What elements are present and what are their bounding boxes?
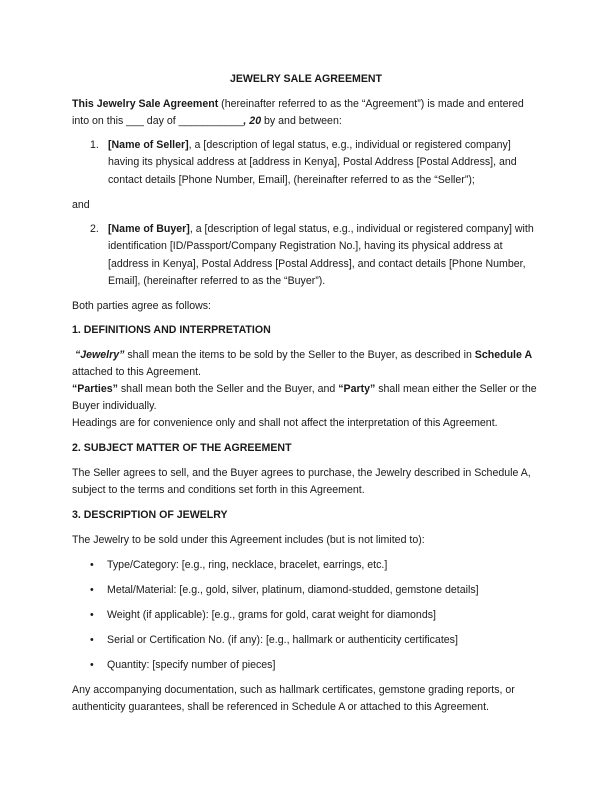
list-item-text: Weight (if applicable): [e.g., grams for gold, carat weight for diamonds] xyxy=(107,609,436,621)
list-item xyxy=(90,582,530,599)
list-number: 1. xyxy=(90,139,99,151)
section-2-text: The Seller agrees to sell, and the Buyer agrees to purchase, the Jewelry described in Schedule A, subject to the terms and conditions set forth in this Agreement. xyxy=(72,467,531,497)
intro-paragraph xyxy=(72,96,542,131)
term-parties: “Parties” xyxy=(72,383,118,395)
year-prefix: , 20 xyxy=(243,115,262,128)
list-number: 2. xyxy=(90,223,99,235)
list-item xyxy=(90,632,530,649)
seller-name: [Name of Seller] xyxy=(108,139,189,151)
definition-text: shall mean the items to be sold by the Seller to the Buyer, as described in xyxy=(124,349,475,361)
seller-details: , a [description of legal status, e.g., individual or registered company] having its physical address at [address in Kenya], Postal Address [Postal Address], and contact details [Phone Number, Email], (hereinafter referred to as the “Seller”); xyxy=(108,139,517,186)
bullet-icon: • xyxy=(90,659,94,671)
buyer-details: , a [description of legal status, e.g., individual or registered company] with identification [ID/Passport/Company Registration No.], having its physical address at [address in Kenya], Postal Address [Postal Address], and contact details [Phone Number, Email], (hereinafter referred to as the “Buyer”). xyxy=(108,223,534,287)
document-title: JEWELRY SALE AGREEMENT xyxy=(229,73,383,85)
bullet-icon: • xyxy=(90,609,94,621)
list-item xyxy=(90,607,530,624)
definition-text-end: shall mean either the Seller or the Buyer individually. xyxy=(72,383,537,413)
definition-text: shall mean both the Seller and the Buyer, and xyxy=(117,383,339,395)
schedule-a-ref: Schedule A xyxy=(474,349,533,361)
party-seller xyxy=(90,137,535,189)
list-item xyxy=(90,557,530,574)
list-item-text: Metal/Material: [e.g., gold, silver, platinum, diamond-studded, gemstone details] xyxy=(107,584,479,596)
party-buyer xyxy=(90,221,535,290)
definition-text-end: attached to this Agreement. xyxy=(72,366,201,379)
bullet-icon: • xyxy=(90,634,94,646)
intro-text-end: by and between: xyxy=(261,115,342,128)
term-party: “Party” xyxy=(338,383,376,395)
headings-clause: Headings are for convenience only and shall not affect the interpretation of this Agreement. xyxy=(72,417,498,429)
section-3-intro: The Jewelry to be sold under this Agreement includes (but is not limited to): xyxy=(72,534,425,546)
list-item-text: Type/Category: [e.g., ring, necklace, bracelet, earrings, etc.] xyxy=(107,559,388,571)
definition-parties xyxy=(72,381,542,416)
agreement-name: This Jewelry Sale Agreement xyxy=(72,98,219,110)
list-item-text: Serial or Certification No. (if any): [e.g., hallmark or authenticity certificates] xyxy=(107,634,458,646)
and-text: and xyxy=(72,199,90,211)
intro-text: (hereinafter referred to as the “Agreement”) is made and entered into on this ___ day of ___________ xyxy=(72,98,524,128)
bullet-icon: • xyxy=(90,584,94,596)
term-jewelry: “Jewelry” xyxy=(74,349,125,361)
section-3-heading: 3. DESCRIPTION OF JEWELRY xyxy=(72,509,228,521)
section-2-heading: 2. SUBJECT MATTER OF THE AGREEMENT xyxy=(72,442,292,454)
definition-jewelry xyxy=(72,347,542,382)
both-parties-text: Both parties agree as follows: xyxy=(72,300,211,312)
list-item xyxy=(90,657,530,674)
buyer-name: [Name of Buyer] xyxy=(108,223,190,235)
section-1-heading: 1. DEFINITIONS AND INTERPRETATION xyxy=(72,324,271,336)
bullet-icon: • xyxy=(90,559,94,571)
section-3-closing: Any accompanying documentation, such as hallmark certificates, gemstone grading reports, or authenticity guarantees, shall be referenced in Schedule A or attached to this Agreement. xyxy=(72,684,515,714)
list-item-text: Quantity: [specify number of pieces] xyxy=(107,659,276,671)
